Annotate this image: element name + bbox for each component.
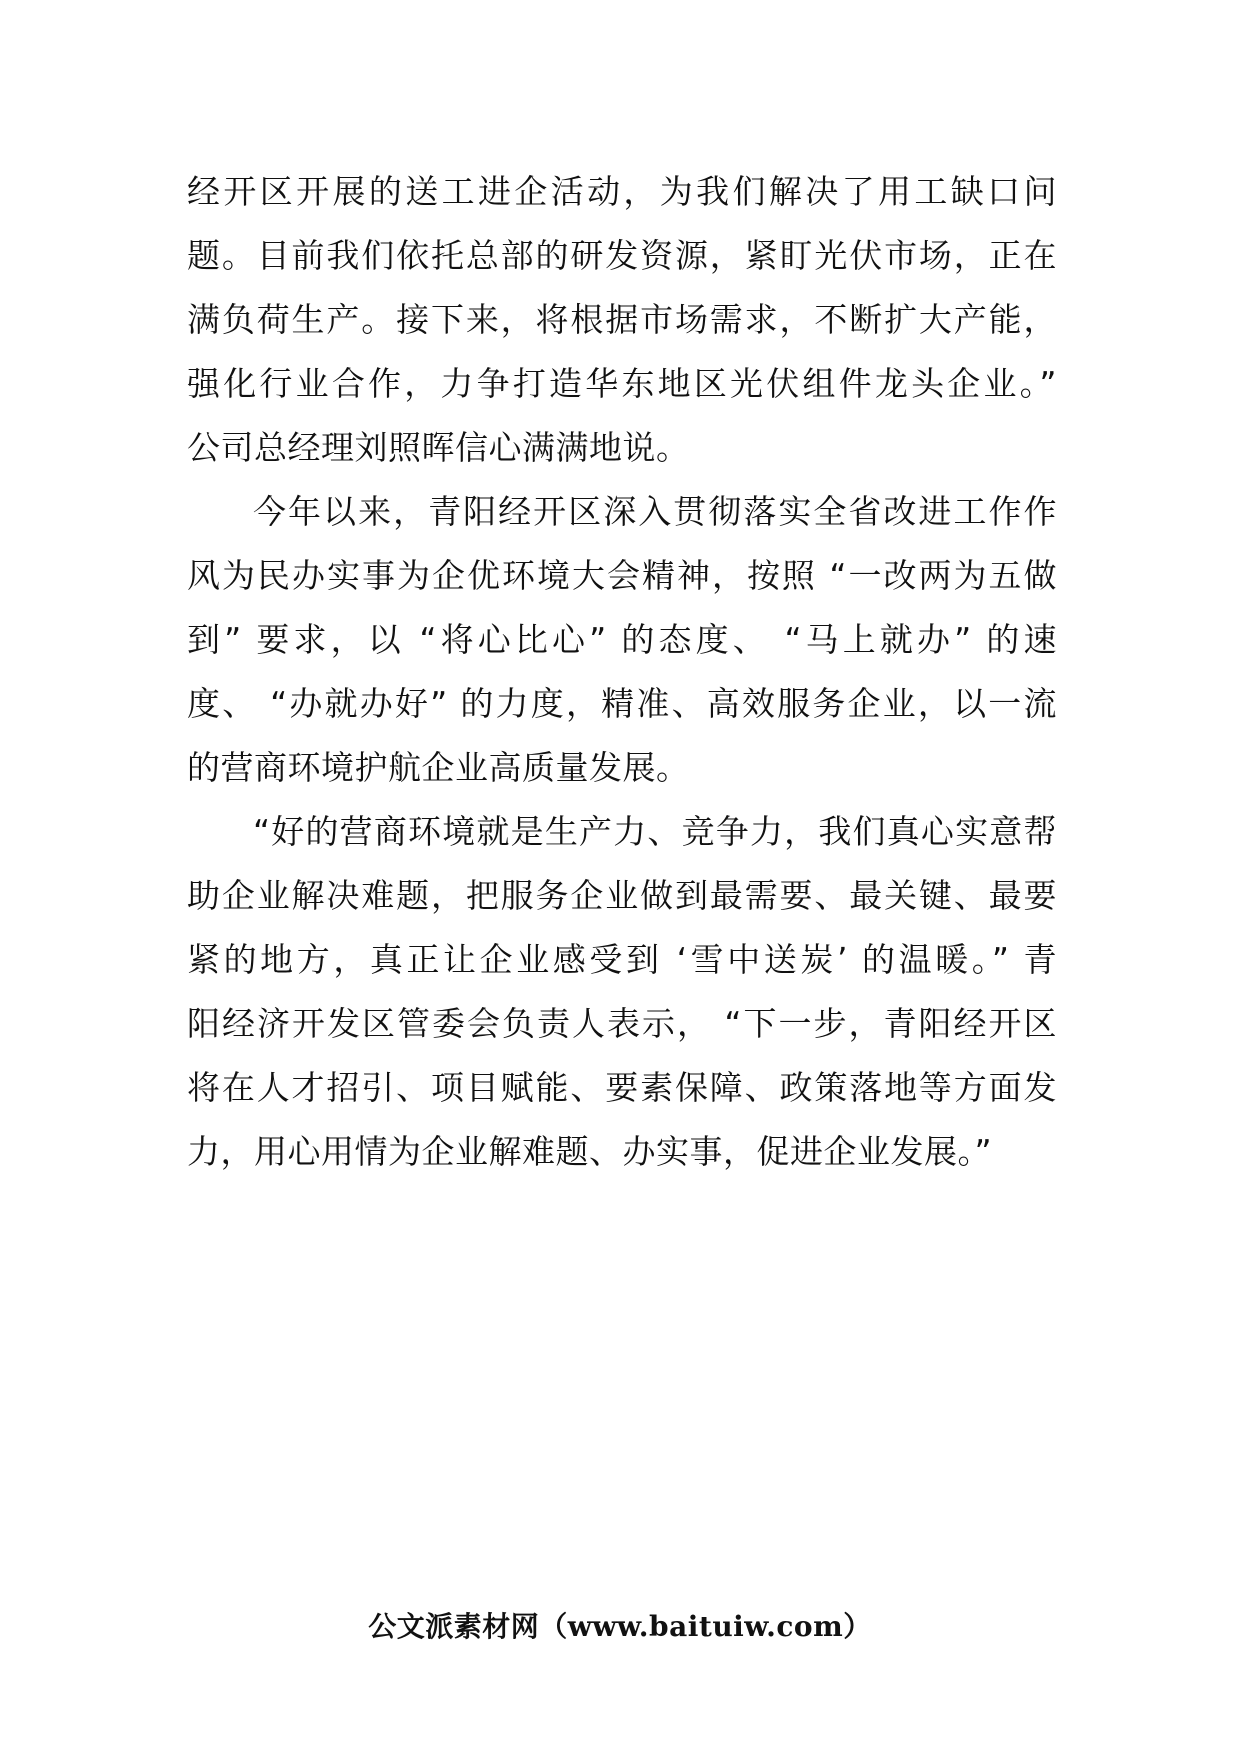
text-line: 阳经济开发区管委会负责人表示， “下一步，青阳经开区 (187, 1004, 1057, 1043)
text-line: 题。目前我们依托总部的研发资源，紧盯光伏市场，正在 (187, 236, 1057, 275)
text-line: 今年以来，青阳经开区深入贯彻落实全省改进工作作 (253, 492, 1057, 531)
text-line: 将在人才招引、项目赋能、要素保障、政策落地等方面发 (187, 1068, 1057, 1107)
text-line: 满负荷生产。接下来，将根据市场需求，不断扩大产能， (187, 300, 1057, 339)
footer-source: 公文派素材网（www.baituiw.com） (368, 1610, 872, 1643)
document-body (187, 160, 1057, 1184)
text-line: 风为民办实事为企优环境大会精神，按照 “一改两为五做 (187, 556, 1057, 595)
paragraph-1 (187, 160, 1057, 480)
paragraph-2 (187, 480, 1057, 800)
text-line: 的营商环境护航企业高质量发展。 (187, 748, 690, 787)
paragraph-3 (187, 800, 1057, 1184)
text-line: 紧的地方，真正让企业感受到 ‘雪中送炭’ 的温暖。” 青 (187, 940, 1057, 979)
text-line: “好的营商环境就是生产力、竞争力，我们真心实意帮 (253, 812, 1057, 851)
text-line: 度、 “办就办好” 的力度，精准、高效服务企业，以一流 (187, 684, 1057, 723)
text-line: 经开区开展的送工进企活动，为我们解决了用工缺口问 (187, 172, 1057, 211)
text-line: 到” 要求，以 “将心比心” 的态度、 “马上就办” 的速 (187, 620, 1057, 659)
text-line: 助企业解决难题，把服务企业做到最需要、最关键、最要 (187, 876, 1057, 915)
text-line: 力，用心用情为企业解难题、办实事，促进企业发展。” (187, 1132, 993, 1171)
text-line: 公司总经理刘照晖信心满满地说。 (187, 428, 690, 467)
text-line: 强化行业合作，力争打造华东地区光伏组件龙头企业。” (187, 364, 1057, 403)
